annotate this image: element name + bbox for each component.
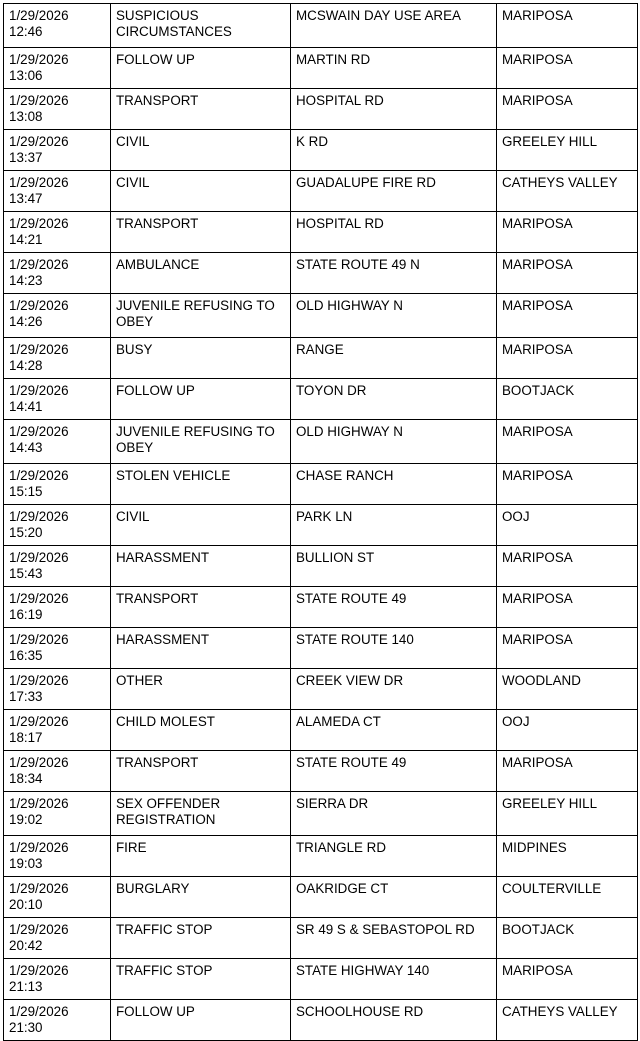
datetime-cell: 1/29/2026 18:34 (4, 751, 111, 792)
call-type-cell: JUVENILE REFUSING TO OBEY (111, 420, 291, 464)
location-cell: ALAMEDA CT (291, 710, 497, 751)
table-row (4, 212, 638, 253)
table-row (4, 836, 638, 877)
table-row (4, 628, 638, 669)
table-row (4, 253, 638, 294)
datetime-cell: 1/29/2026 15:20 (4, 505, 111, 546)
datetime-cell: 1/29/2026 13:37 (4, 130, 111, 171)
call-type-cell: BUSY (111, 338, 291, 379)
table-row (4, 420, 638, 464)
city-cell: MARIPOSA (497, 338, 638, 379)
table-row (4, 587, 638, 628)
call-type-cell: FOLLOW UP (111, 379, 291, 420)
city-cell: MARIPOSA (497, 464, 638, 505)
call-type-cell: TRANSPORT (111, 587, 291, 628)
city-cell: WOODLAND (497, 669, 638, 710)
location-cell: PARK LN (291, 505, 497, 546)
table-row (4, 669, 638, 710)
city-cell: MARIPOSA (497, 959, 638, 1000)
location-cell: BULLION ST (291, 546, 497, 587)
datetime-cell: 1/29/2026 14:43 (4, 420, 111, 464)
city-cell: OOJ (497, 710, 638, 751)
location-cell: RANGE (291, 338, 497, 379)
table-row (4, 918, 638, 959)
city-cell: MARIPOSA (497, 751, 638, 792)
datetime-cell: 1/29/2026 18:17 (4, 710, 111, 751)
table-row (4, 89, 638, 130)
table-row (4, 171, 638, 212)
city-cell: OOJ (497, 505, 638, 546)
city-cell: MARIPOSA (497, 628, 638, 669)
table-row (4, 48, 638, 89)
call-log-body (4, 4, 638, 1041)
table-row (4, 464, 638, 505)
location-cell: MCSWAIN DAY USE AREA (291, 4, 497, 48)
datetime-cell: 1/29/2026 16:35 (4, 628, 111, 669)
location-cell: TOYON DR (291, 379, 497, 420)
call-type-cell: CIVIL (111, 171, 291, 212)
city-cell: MARIPOSA (497, 294, 638, 338)
datetime-cell: 1/29/2026 20:42 (4, 918, 111, 959)
call-type-cell: FOLLOW UP (111, 48, 291, 89)
location-cell: TRIANGLE RD (291, 836, 497, 877)
table-row (4, 130, 638, 171)
call-type-cell: FOLLOW UP (111, 1000, 291, 1041)
table-row (4, 338, 638, 379)
city-cell: MARIPOSA (497, 546, 638, 587)
datetime-cell: 1/29/2026 13:47 (4, 171, 111, 212)
datetime-cell: 1/29/2026 20:10 (4, 877, 111, 918)
call-type-cell: TRANSPORT (111, 751, 291, 792)
location-cell: HOSPITAL RD (291, 212, 497, 253)
city-cell: MARIPOSA (497, 253, 638, 294)
call-type-cell: HARASSMENT (111, 628, 291, 669)
city-cell: GREELEY HILL (497, 792, 638, 836)
datetime-cell: 1/29/2026 14:21 (4, 212, 111, 253)
call-type-cell: CIVIL (111, 130, 291, 171)
call-type-cell: TRAFFIC STOP (111, 959, 291, 1000)
location-cell: STATE HIGHWAY 140 (291, 959, 497, 1000)
call-type-cell: AMBULANCE (111, 253, 291, 294)
datetime-cell: 1/29/2026 21:30 (4, 1000, 111, 1041)
city-cell: COULTERVILLE (497, 877, 638, 918)
location-cell: MARTIN RD (291, 48, 497, 89)
datetime-cell: 1/29/2026 19:03 (4, 836, 111, 877)
location-cell: CHASE RANCH (291, 464, 497, 505)
call-type-cell: TRANSPORT (111, 89, 291, 130)
datetime-cell: 1/29/2026 15:15 (4, 464, 111, 505)
location-cell: STATE ROUTE 49 (291, 587, 497, 628)
table-row (4, 505, 638, 546)
location-cell: K RD (291, 130, 497, 171)
location-cell: SR 49 S & SEBASTOPOL RD (291, 918, 497, 959)
location-cell: OLD HIGHWAY N (291, 294, 497, 338)
table-row (4, 877, 638, 918)
datetime-cell: 1/29/2026 14:23 (4, 253, 111, 294)
location-cell: SCHOOLHOUSE RD (291, 1000, 497, 1041)
datetime-cell: 1/29/2026 21:13 (4, 959, 111, 1000)
location-cell: OLD HIGHWAY N (291, 420, 497, 464)
location-cell: STATE ROUTE 49 (291, 751, 497, 792)
datetime-cell: 1/29/2026 14:28 (4, 338, 111, 379)
table-row (4, 792, 638, 836)
city-cell: GREELEY HILL (497, 130, 638, 171)
city-cell: MARIPOSA (497, 48, 638, 89)
call-type-cell: OTHER (111, 669, 291, 710)
call-type-cell: HARASSMENT (111, 546, 291, 587)
call-type-cell: TRANSPORT (111, 212, 291, 253)
city-cell: MIDPINES (497, 836, 638, 877)
datetime-cell: 1/29/2026 16:19 (4, 587, 111, 628)
datetime-cell: 1/29/2026 19:02 (4, 792, 111, 836)
city-cell: CATHEYS VALLEY (497, 1000, 638, 1041)
datetime-cell: 1/29/2026 15:43 (4, 546, 111, 587)
datetime-cell: 1/29/2026 13:06 (4, 48, 111, 89)
city-cell: BOOTJACK (497, 918, 638, 959)
table-row (4, 710, 638, 751)
datetime-cell: 1/29/2026 17:33 (4, 669, 111, 710)
city-cell: BOOTJACK (497, 379, 638, 420)
location-cell: STATE ROUTE 49 N (291, 253, 497, 294)
datetime-cell: 1/29/2026 14:26 (4, 294, 111, 338)
datetime-cell: 1/29/2026 12:46 (4, 4, 111, 48)
call-type-cell: STOLEN VEHICLE (111, 464, 291, 505)
city-cell: MARIPOSA (497, 4, 638, 48)
call-type-cell: CHILD MOLEST (111, 710, 291, 751)
table-row (4, 379, 638, 420)
datetime-cell: 1/29/2026 14:41 (4, 379, 111, 420)
location-cell: SIERRA DR (291, 792, 497, 836)
table-row (4, 1000, 638, 1041)
location-cell: STATE ROUTE 140 (291, 628, 497, 669)
location-cell: CREEK VIEW DR (291, 669, 497, 710)
call-type-cell: FIRE (111, 836, 291, 877)
location-cell: OAKRIDGE CT (291, 877, 497, 918)
call-type-cell: SUSPICIOUS CIRCUMSTANCES (111, 4, 291, 48)
city-cell: MARIPOSA (497, 212, 638, 253)
call-type-cell: BURGLARY (111, 877, 291, 918)
location-cell: HOSPITAL RD (291, 89, 497, 130)
city-cell: CATHEYS VALLEY (497, 171, 638, 212)
location-cell: GUADALUPE FIRE RD (291, 171, 497, 212)
call-type-cell: JUVENILE REFUSING TO OBEY (111, 294, 291, 338)
table-row (4, 294, 638, 338)
table-row (4, 4, 638, 48)
city-cell: MARIPOSA (497, 89, 638, 130)
city-cell: MARIPOSA (497, 420, 638, 464)
call-type-cell: SEX OFFENDER REGISTRATION (111, 792, 291, 836)
call-type-cell: CIVIL (111, 505, 291, 546)
call-type-cell: TRAFFIC STOP (111, 918, 291, 959)
call-log-table (3, 3, 638, 1041)
city-cell: MARIPOSA (497, 587, 638, 628)
table-row (4, 546, 638, 587)
table-row (4, 959, 638, 1000)
datetime-cell: 1/29/2026 13:08 (4, 89, 111, 130)
